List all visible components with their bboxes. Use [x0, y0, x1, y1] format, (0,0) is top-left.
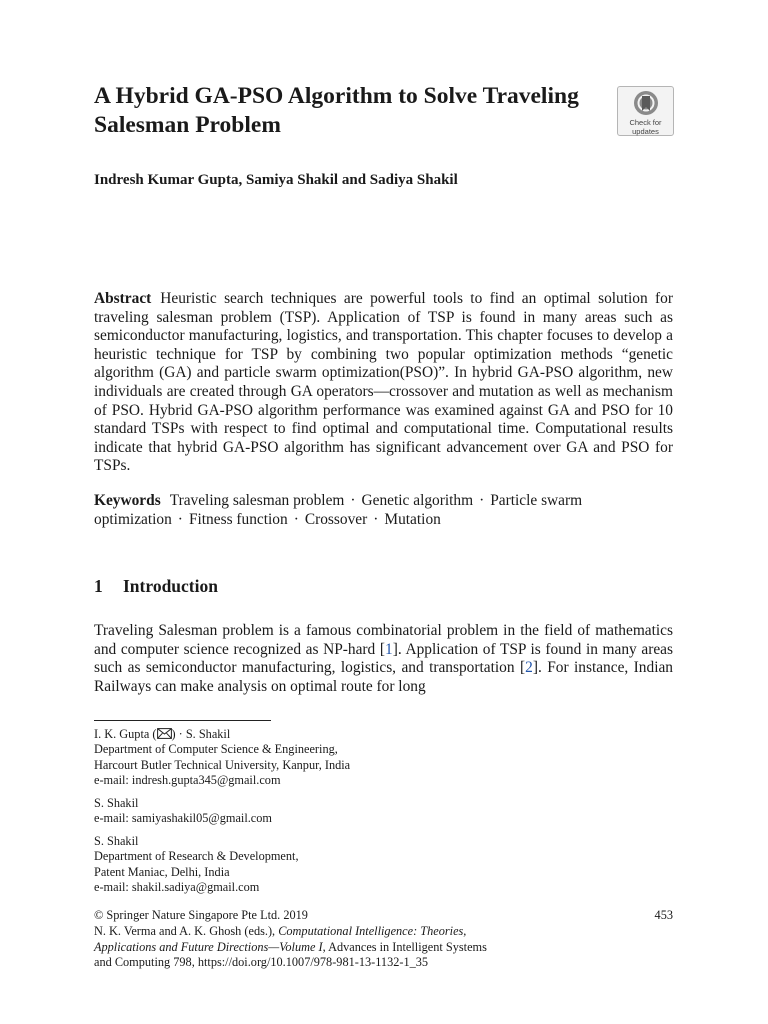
keyword-separator: ·	[373, 510, 379, 528]
abstract-text: Heuristic search techniques are powerful tools to find an optimal solution for traveling salesman problem (TSP). Application of TSP is found in many areas such as semiconductor manufacturing, logistics, and transportation. This chapter focuses to develop a heuristic technique for TSP by combining two popular optimization methods “genetic algorithm (GA) and particle swarm optimization(PSO)”. In hybrid GA-PSO algorithm, new individuals are created through GA operators—crossover and mutation as well as mechanism of PSO. Hybrid GA-PSO algorithm performance was examined against GA and PSO for 10 standard TSPs with respect to find optimal and computational time. Computational results indicate that hybrid GA-PSO algorithm has significant advancement over GA and PSO for TSPs.	[94, 290, 673, 475]
affiliation-dept: Department of Computer Science & Engineering,	[94, 742, 338, 757]
affiliation-3	[94, 834, 554, 896]
intro-paragraph	[94, 622, 673, 696]
section-heading	[94, 576, 218, 597]
badge-line-2: updates	[632, 127, 659, 136]
abstract-label: Abstract	[94, 290, 152, 307]
abstract	[94, 290, 673, 476]
book-citation-line-1	[94, 924, 673, 940]
badge-line-1: Check for	[629, 118, 662, 127]
keyword-separator: ·	[177, 510, 183, 528]
copyright-line: © Springer Nature Singapore Pte Ltd. 2019	[94, 908, 308, 922]
paper-title: A Hybrid GA-PSO Algorithm to Solve Traveling Salesman Problem	[94, 83, 579, 138]
keywords	[94, 492, 673, 529]
check-updates-icon	[631, 90, 661, 118]
section-title: Introduction	[123, 576, 218, 596]
keyword-separator: ·	[350, 492, 356, 509]
author-list: Indresh Kumar Gupta, Samiya Shakil and Sadiya Shakil	[94, 172, 458, 188]
footnote-divider	[94, 720, 271, 721]
affiliation-1	[94, 727, 554, 789]
keyword-item: Mutation	[384, 510, 441, 528]
keyword-separator: ·	[293, 510, 299, 528]
section-number: 1	[94, 576, 103, 596]
affiliation-email[interactable]: e-mail: shakil.sadiya@gmail.com	[94, 880, 260, 895]
citation-link[interactable]: 2	[525, 659, 533, 677]
affiliation-email[interactable]: e-mail: samiyashakil05@gmail.com	[94, 811, 272, 826]
keyword-separator: ·	[479, 492, 485, 509]
book-title: Applications and Future Directions—Volume I	[94, 939, 323, 954]
affiliation-dept: Department of Research & Development,	[94, 849, 299, 864]
book-citation-line-2	[94, 940, 673, 956]
affiliation-name: S. Shakil	[94, 796, 139, 810]
intro-text: Traveling Salesman problem is a famous combinatorial problem in the field of mathematics and computer science recognized as NP-hard [	[94, 622, 673, 658]
keywords-label: Keywords	[94, 492, 161, 509]
author-name: I. K. Gupta (	[94, 727, 157, 741]
affiliation-email[interactable]: e-mail: indresh.gupta345@gmail.com	[94, 773, 281, 788]
book-editors: N. K. Verma and A. K. Ghosh (eds.),	[94, 923, 279, 938]
affiliation-name: S. Shakil	[94, 834, 139, 848]
citation-link[interactable]: 1	[385, 640, 393, 658]
book-citation-line-3[interactable]: and Computing 798, https://doi.org/10.1007/978-981-13-1132-1_35	[94, 955, 429, 970]
affiliation-org: Harcourt Butler Technical University, Kanpur, India	[94, 757, 351, 772]
keyword-item: Crossover	[304, 510, 368, 528]
affiliation-names	[94, 727, 554, 742]
book-title: Computational Intelligence: Theories,	[278, 923, 467, 938]
intro-text: ]. Application of TSP is found in many areas such as semiconductor manufacturing, logistics, and transportation [	[94, 640, 673, 677]
keyword-item: Traveling salesman problem	[169, 492, 345, 509]
keyword-item: Particle swarm optimization	[94, 492, 583, 528]
author-name: ) · S. Shakil	[171, 727, 231, 741]
intro-text: ]. For instance, Indian Railways can make analysis on optimal route for long	[94, 659, 673, 695]
keyword-item: Fitness function	[188, 510, 288, 528]
book-series: , Advances in Intelligent Systems	[322, 939, 487, 954]
envelope-icon	[157, 728, 172, 739]
publication-footer	[94, 908, 673, 971]
keyword-item: Genetic algorithm	[361, 492, 474, 509]
affiliation-2	[94, 796, 554, 827]
check-for-updates-badge[interactable]	[617, 86, 674, 136]
page-number: 453	[654, 908, 673, 922]
affiliation-org: Patent Maniac, Delhi, India	[94, 864, 230, 879]
